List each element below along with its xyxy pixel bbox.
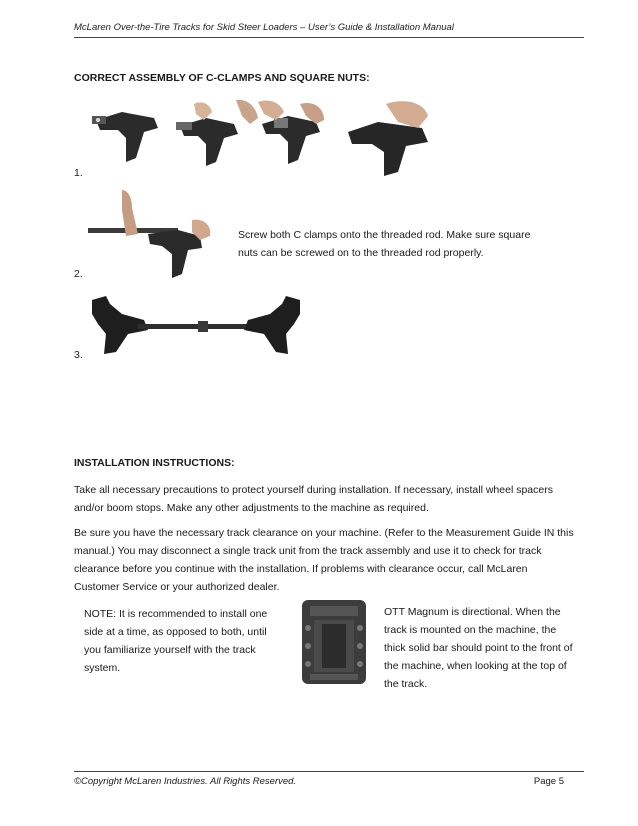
step-3-label: 3. bbox=[74, 349, 83, 361]
footer-rule bbox=[74, 771, 584, 772]
installation-heading: INSTALLATION INSTRUCTIONS: bbox=[74, 457, 235, 469]
footer-page-number: Page 5 bbox=[533, 776, 564, 787]
track-unit-photo bbox=[300, 598, 368, 686]
directional-note: OTT Magnum is directional. When the track is mounted on the machine, the thick solid bar should point to the front of the machine, when looking at the top of the track. bbox=[384, 606, 573, 690]
step3-photo bbox=[88, 294, 304, 356]
installation-paragraph-2: Be sure you have the necessary track clearance on your machine. (Refer to the Measurement Guide IN this manual.) You may disconnect a single track unit from the track assembly and use it to check for track clearance before you continue with the installation. If problems with clearance occur, call McLaren Customer Service or your authorized dealer. bbox=[74, 527, 574, 593]
c-clamp-photo-2 bbox=[176, 100, 258, 166]
header-rule bbox=[74, 37, 584, 38]
footer-copyright: ©Copyright McLaren Industries. All Rights Reserved. bbox=[74, 776, 297, 787]
step1-photo-sequence bbox=[92, 98, 432, 178]
c-clamp-photo-1 bbox=[92, 112, 158, 162]
c-clamp-photo-4 bbox=[348, 101, 428, 176]
step-2-caption: Screw both C clamps onto the threaded rod. Make sure square nuts can be screwed on to the threaded rod properly. bbox=[238, 229, 531, 259]
assembly-heading: CORRECT ASSEMBLY OF C-CLAMPS AND SQUARE NUTS: bbox=[74, 72, 370, 84]
step-2-label: 2. bbox=[74, 268, 83, 280]
c-clamp-photo-3 bbox=[258, 100, 324, 164]
installation-paragraph-1: Take all necessary precautions to protect yourself during installation. If necessary, install wheel spacers and/or boom stops. Make any other adjustments to the machine as required. bbox=[74, 484, 553, 514]
step-1-label: 1. bbox=[74, 167, 83, 179]
step2-photo bbox=[88, 190, 218, 280]
installation-note: NOTE: It is recommended to install one side at a time, as opposed to both, until you familiarize yourself with the track system. bbox=[84, 608, 268, 674]
running-header: McLaren Over-the-Tire Tracks for Skid Steer Loaders – User’s Guide & Installation Manual bbox=[74, 22, 454, 33]
